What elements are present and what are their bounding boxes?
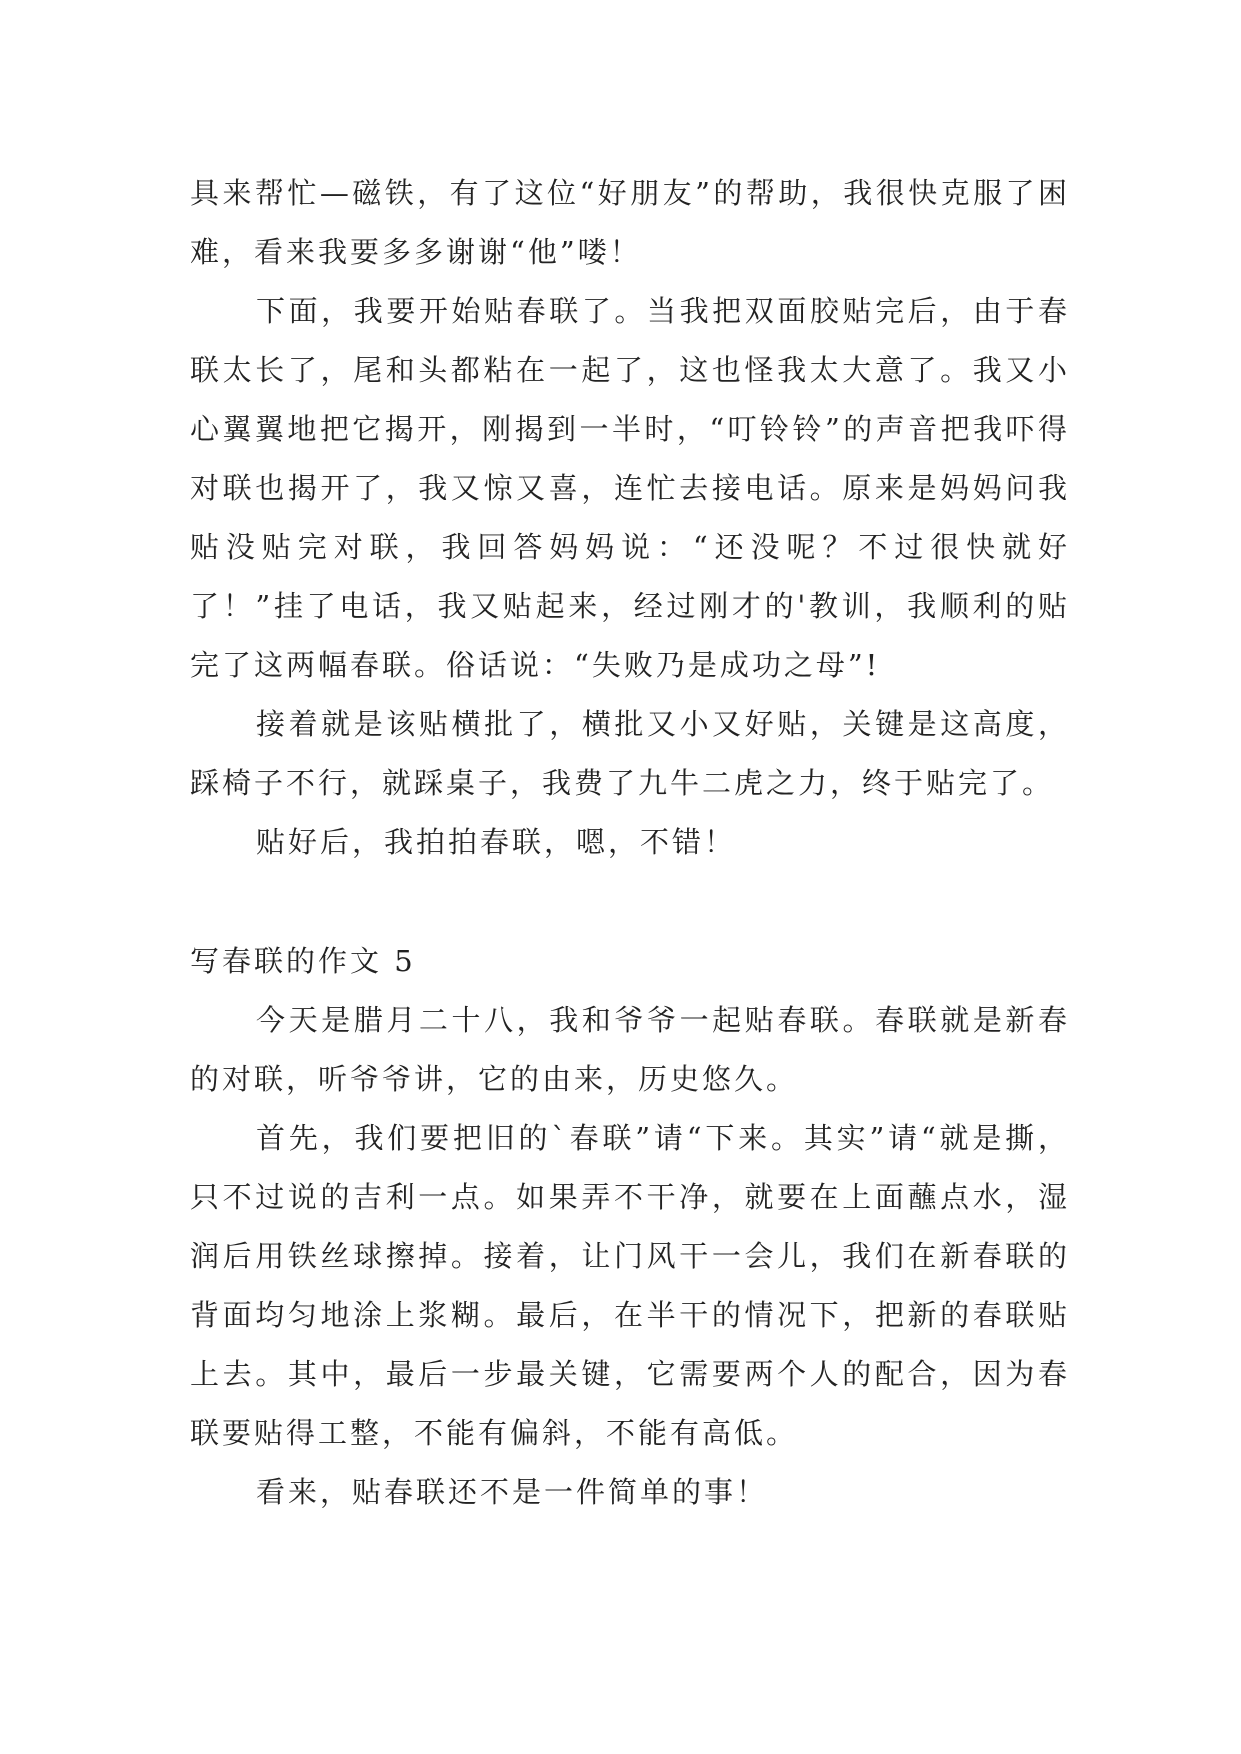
paragraph: 看来，贴春联还不是一件简单的事！ <box>256 1475 769 1509</box>
paragraph: 今天是腊月二十八，我和爷爷一起贴春联。春联就是新春的对联，听爷爷讲，它的由来，历史悠久。 <box>190 1003 1070 1096</box>
section-gap <box>190 872 1070 932</box>
paragraph-continued: 具来帮忙—磁铁，有了这位“好朋友”的帮助，我很快克服了困难，看来我要多多谢谢“他”喽！ <box>190 176 1070 269</box>
paragraph: 下面，我要开始贴春联了。当我把双面胶贴完后，由于春联太长了，尾和头都粘在一起了，这也怪我太大意了。我又小心翼翼地把它揭开，刚揭到一半时，“叮铃铃”的声音把我吓得对联也揭开了，我又惊又喜，连忙去接电话。原来是妈妈问我贴没贴完对联，我回答妈妈说：“还没呢？不过很快就好了！”挂了电话，我又贴起来，经过刚才的'教训，我顺利的贴完了这两幅春联。俗话说：“失败乃是成功之母”! <box>190 294 1070 682</box>
paragraph: 贴好后，我拍拍春联，嗯，不错！ <box>256 825 737 859</box>
paragraph: 接着就是该贴横批了，横批又小又好贴，关键是这高度，踩椅子不行，就踩桌子，我费了九牛二虎之力，终于贴完了。 <box>190 707 1070 800</box>
document-page <box>190 164 1070 1522</box>
paragraph: 首先，我们要把旧的`春联”请“下来。其实”请“就是撕，只不过说的吉利一点。如果弄不干净，就要在上面蘸点水，湿润后用铁丝球擦掉。接着，让门风干一会儿，我们在新春联的背面均匀地涂上浆糊。最后，在半干的情况下，把新的春联贴上去。其中，最后一步最关键，它需要两个人的配合，因为春联要贴得工整，不能有偏斜，不能有高低。 <box>190 1121 1070 1450</box>
section-title: 写春联的作文 5 <box>190 944 416 978</box>
